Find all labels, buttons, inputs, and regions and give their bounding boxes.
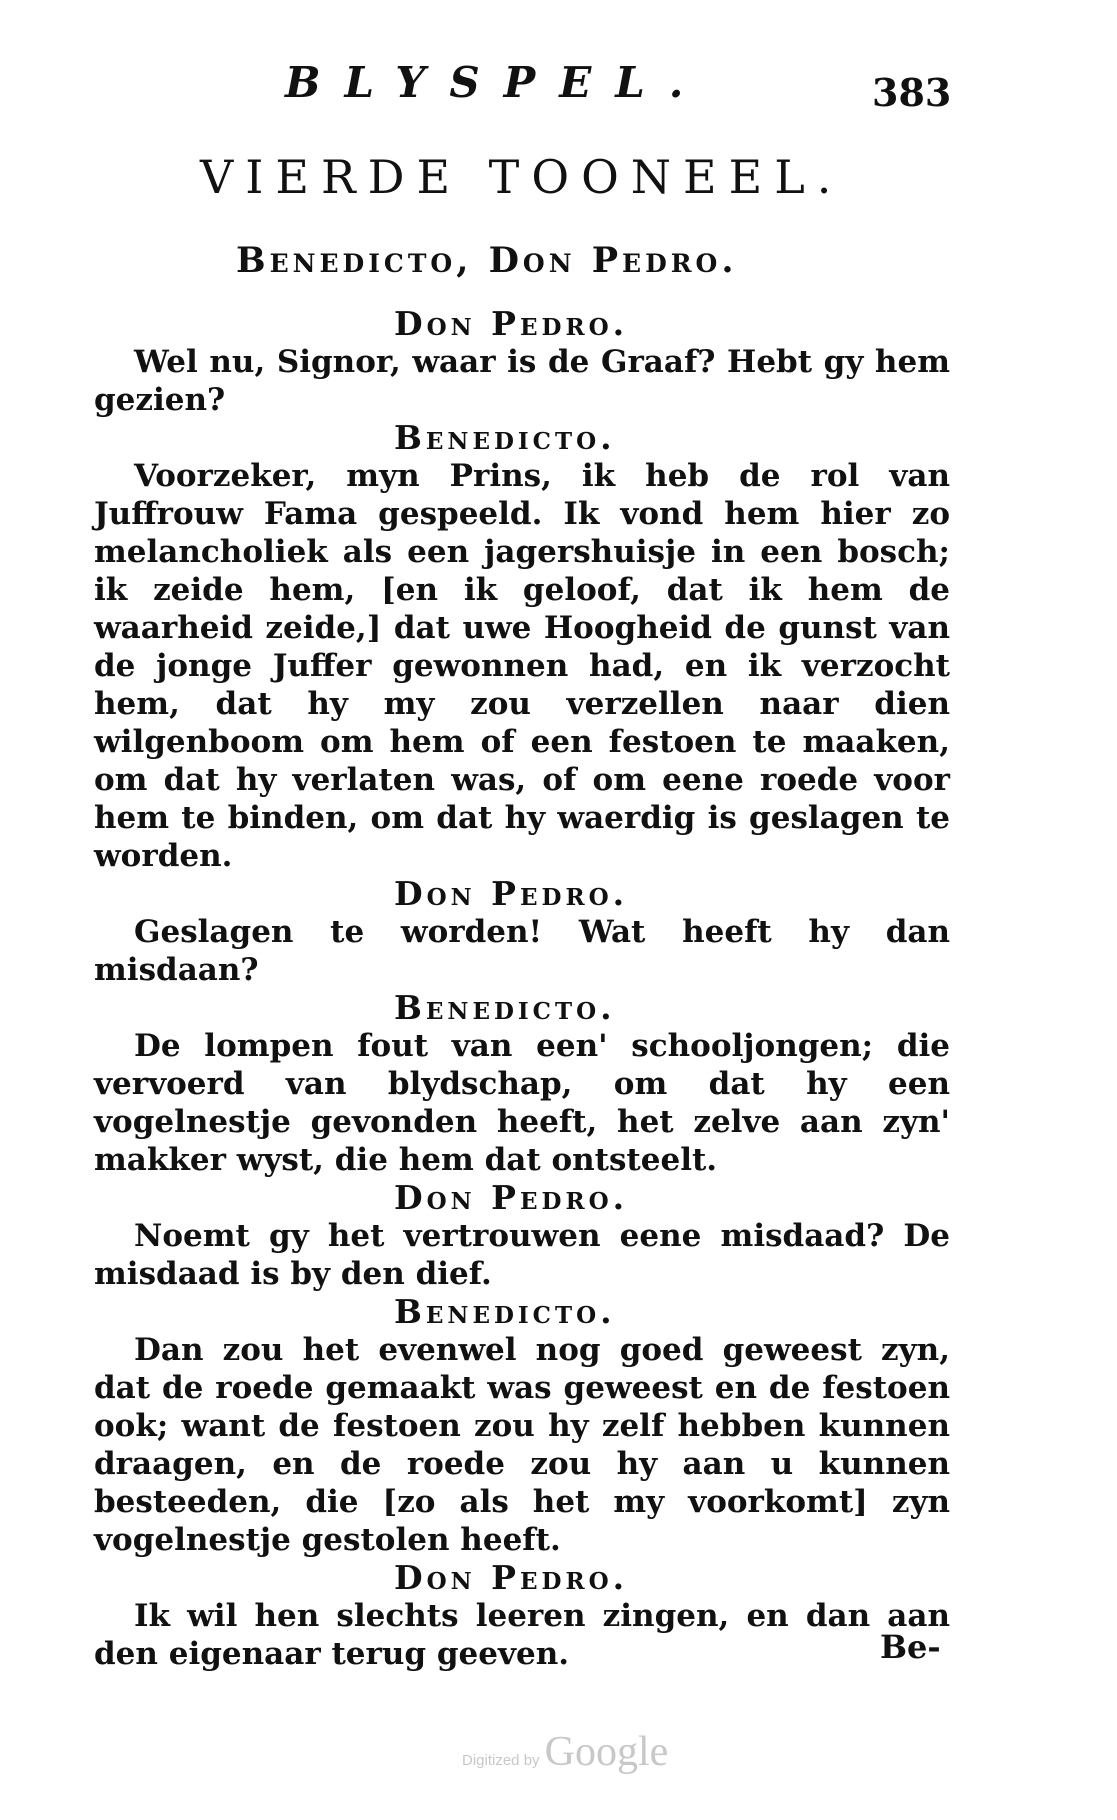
speaker-name: Benedicto. xyxy=(394,1292,616,1331)
speaker-name: Don Pedro. xyxy=(394,874,629,913)
page-number: 383 xyxy=(872,70,952,115)
google-logo: Google xyxy=(544,1729,669,1775)
speech-text: Voorzeker, myn Prins, ik heb de rol van Juffrouw Fama gespeeld. Ik vond hem hier zo melancholiek als een jagershuisje in een bosch; ik zeide hem, [en ik geloof, dat ik hem de waarheid zeide,] dat uwe Hoogheid de gunst van de jonge Juffer gewonnen had, en ik verzocht hem, dat hy my zou verzellen naar dien wilgenboom om hem of een festoen te maaken, om dat hy verlaten was, of om eene roede voor hem te binden, om dat hy waerdig is geslagen te worden. xyxy=(94,458,950,874)
speech-text: Ik wil hen slechts leeren zingen, en dan aan den eigenaar terug geeven. xyxy=(94,1598,950,1672)
speech-text: Geslagen te worden! Wat heeft hy dan misdaan? xyxy=(94,914,950,988)
speaker-name: Don Pedro. xyxy=(394,1558,629,1597)
cast-list: Benedicto, Don Pedro. xyxy=(236,240,738,281)
digitized-prefix: Digitized by xyxy=(462,1752,540,1769)
speaker-name: Don Pedro. xyxy=(394,1178,629,1217)
catchword: Be- xyxy=(880,1628,941,1666)
speaker-name: Benedicto. xyxy=(394,988,616,1027)
speech-text: Dan zou het evenwel nog goed geweest zyn, dat de roede gemaakt was geweest en de festoen ook; want de festoen zou hy zelf hebben kunnen draagen, en de roede zou hy aan u kunnen besteeden, die [zo als het my voorkomt] zyn vogelnestje gestolen heeft. xyxy=(94,1332,950,1558)
digitized-watermark xyxy=(462,1728,668,1776)
speech-text: Wel nu, Signor, waar is de Graaf? Hebt gy hem gezien? xyxy=(94,344,950,418)
running-head: BLYSPEL. xyxy=(285,58,708,107)
dialogue xyxy=(94,305,950,1673)
scene-title: VIERDE TOONEEL. xyxy=(200,150,844,204)
speech-text: Noemt gy het vertrouwen eene misdaad? De misdaad is by den dief. xyxy=(94,1218,950,1292)
speaker-name: Benedicto. xyxy=(394,418,616,457)
speaker-name: Don Pedro. xyxy=(394,304,629,343)
speech-text: De lompen fout van een' schooljongen; die vervoerd van blydschap, om dat hy een vogelnestje gevonden heeft, het zelve aan zyn' makker wyst, die hem dat ontsteelt. xyxy=(94,1028,950,1178)
